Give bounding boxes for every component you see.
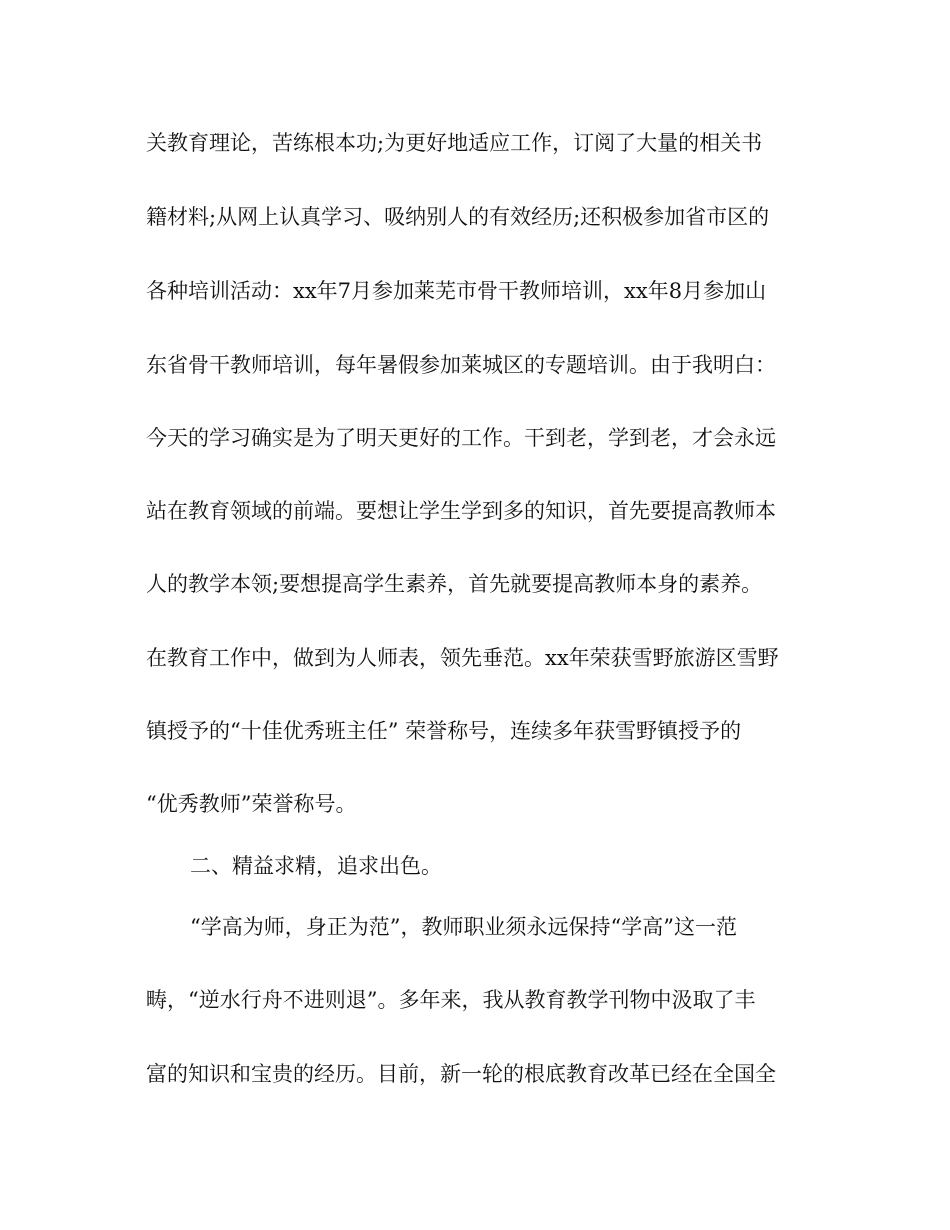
paragraph-line: 人的教学本领;要想提高学生素养，首先就要提高教师本身的素养。 xyxy=(146,572,763,596)
paragraph-line: 在教育工作中，做到为人师表，领先垂范。xx年荣获雪野旅游区雪野 xyxy=(146,646,779,670)
paragraph-line: 今天的学习确实是为了明天更好的工作。干到老，学到老，才会永远 xyxy=(146,426,776,450)
paragraph-line: 富的知识和宝贵的经历。目前，新一轮的根底教育改革已经在全国全 xyxy=(146,1062,776,1086)
paragraph-line: 站在教育领域的前端。要想让学生学到多的知识，首先要提高教师本 xyxy=(146,499,776,523)
paragraph-line: 东省骨干教师培训，每年暑假参加莱城区的专题培训。由于我明白： xyxy=(146,353,776,377)
paragraph-line: “学高为师，身正为范”，教师职业须永远保持“学高”这一范 xyxy=(190,915,737,939)
paragraph-line: “优秀教师”荣誉称号。 xyxy=(146,792,357,816)
paragraph-line: 畴，“逆水行舟不进则退”。多年来，我从教育教学刊物中汲取了丰 xyxy=(146,988,756,1012)
section-heading: 二、精益求精，追求出色。 xyxy=(190,854,442,878)
paragraph-line: 镇授予的“十佳优秀班主任” 荣誉称号，连续多年获雪野镇授予的 xyxy=(146,719,742,743)
paragraph-line: 籍材料;从网上认真学习、吸纳别人的有效经历;还积极参加省市区的 xyxy=(146,205,770,229)
paragraph-line: 各种培训活动：xx年7月参加莱芜市骨干教师培训，xx年8月参加山 xyxy=(146,279,767,303)
paragraph-line: 关教育理论，苦练根本功;为更好地适应工作，订阅了大量的相关书 xyxy=(146,131,763,155)
